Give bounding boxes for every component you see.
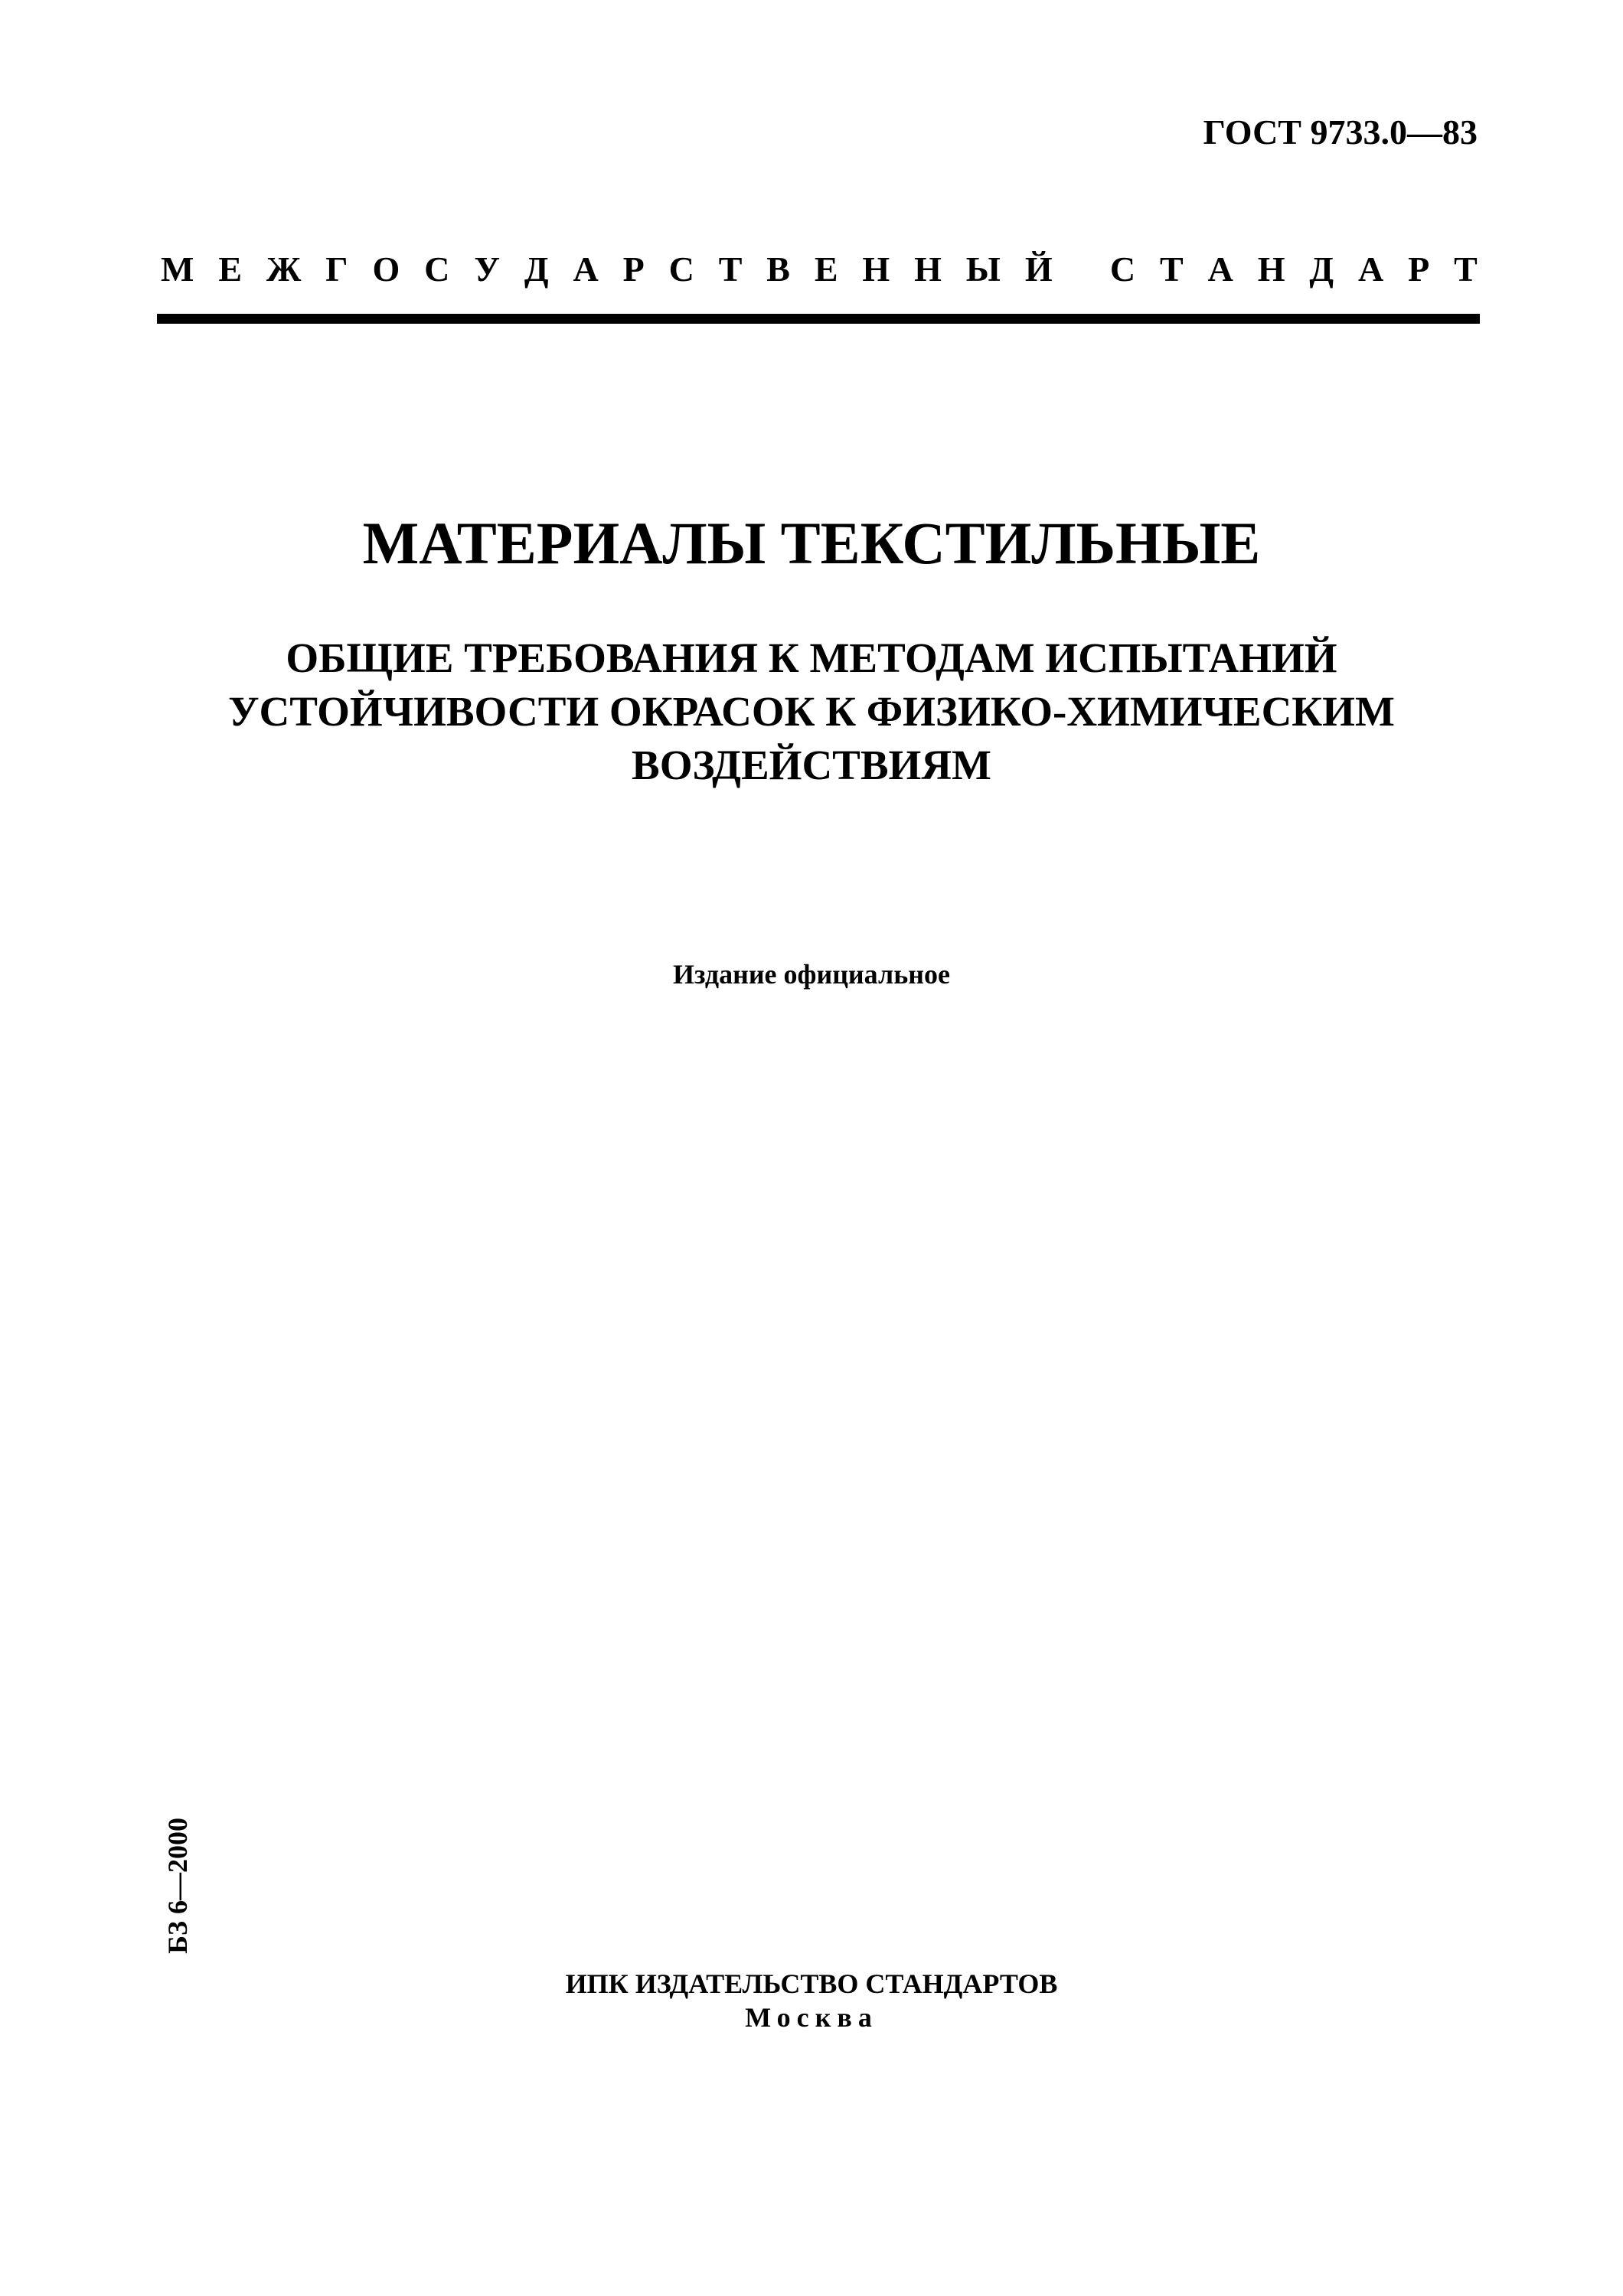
heading-letter: Ж — [266, 249, 302, 289]
heading-letter: Н — [914, 249, 942, 289]
heading-letter: Е — [814, 249, 838, 289]
heading-letter: Д — [1309, 249, 1334, 289]
subtitle-line-2: УСТОЙЧИВОСТИ ОКРАСОК К ФИЗИКО-ХИМИЧЕСКИМ — [228, 688, 1395, 735]
heading-letter: С — [424, 249, 450, 289]
header-divider — [157, 314, 1480, 324]
heading-letter: А — [573, 249, 599, 289]
subtitle-line-1: ОБЩИЕ ТРЕБОВАНИЯ К МЕТОДАМ ИСПЫТАНИЙ — [286, 634, 1337, 681]
heading-letter: О — [372, 249, 400, 289]
heading-letter: В — [766, 249, 790, 289]
heading-word-gap — [1077, 249, 1086, 289]
document-number: ГОСТ 9733.0—83 — [1203, 113, 1478, 152]
heading-letter: Т — [718, 249, 743, 289]
heading-letter: Г — [325, 249, 348, 289]
heading-letter: Ы — [965, 249, 1001, 289]
edition-label: Издание официальное — [673, 959, 950, 990]
heading-letter: Д — [524, 249, 549, 289]
document-subtitle — [0, 631, 1623, 792]
heading-letter: С — [1109, 249, 1136, 289]
heading-letter: Т — [1454, 249, 1478, 289]
publisher-city: Москва — [745, 2002, 878, 2033]
standard-type-heading — [161, 249, 1478, 289]
heading-letter: Н — [862, 249, 890, 289]
publisher-block — [0, 1967, 1623, 2034]
heading-letter: А — [1357, 249, 1384, 289]
heading-letter: Р — [622, 249, 645, 289]
subtitle-line-3: ВОЗДЕЙСТВИЯМ — [632, 742, 991, 788]
heading-letter: Н — [1257, 249, 1285, 289]
heading-letter: М — [161, 249, 194, 289]
heading-letter: Р — [1408, 249, 1430, 289]
heading-letter: А — [1207, 249, 1233, 289]
side-code: БЗ 6—2000 — [162, 1818, 193, 1954]
document-title: МАТЕРИАЛЫ ТЕКСТИЛЬНЫЕ — [362, 510, 1261, 576]
heading-letter: У — [474, 249, 500, 289]
heading-letter: Т — [1160, 249, 1184, 289]
publisher-name: ИПК ИЗДАТЕЛЬСТВО СТАНДАРТОВ — [565, 1968, 1058, 1999]
heading-letter: Й — [1024, 249, 1053, 289]
heading-letter: Е — [218, 249, 242, 289]
heading-letter: С — [668, 249, 694, 289]
